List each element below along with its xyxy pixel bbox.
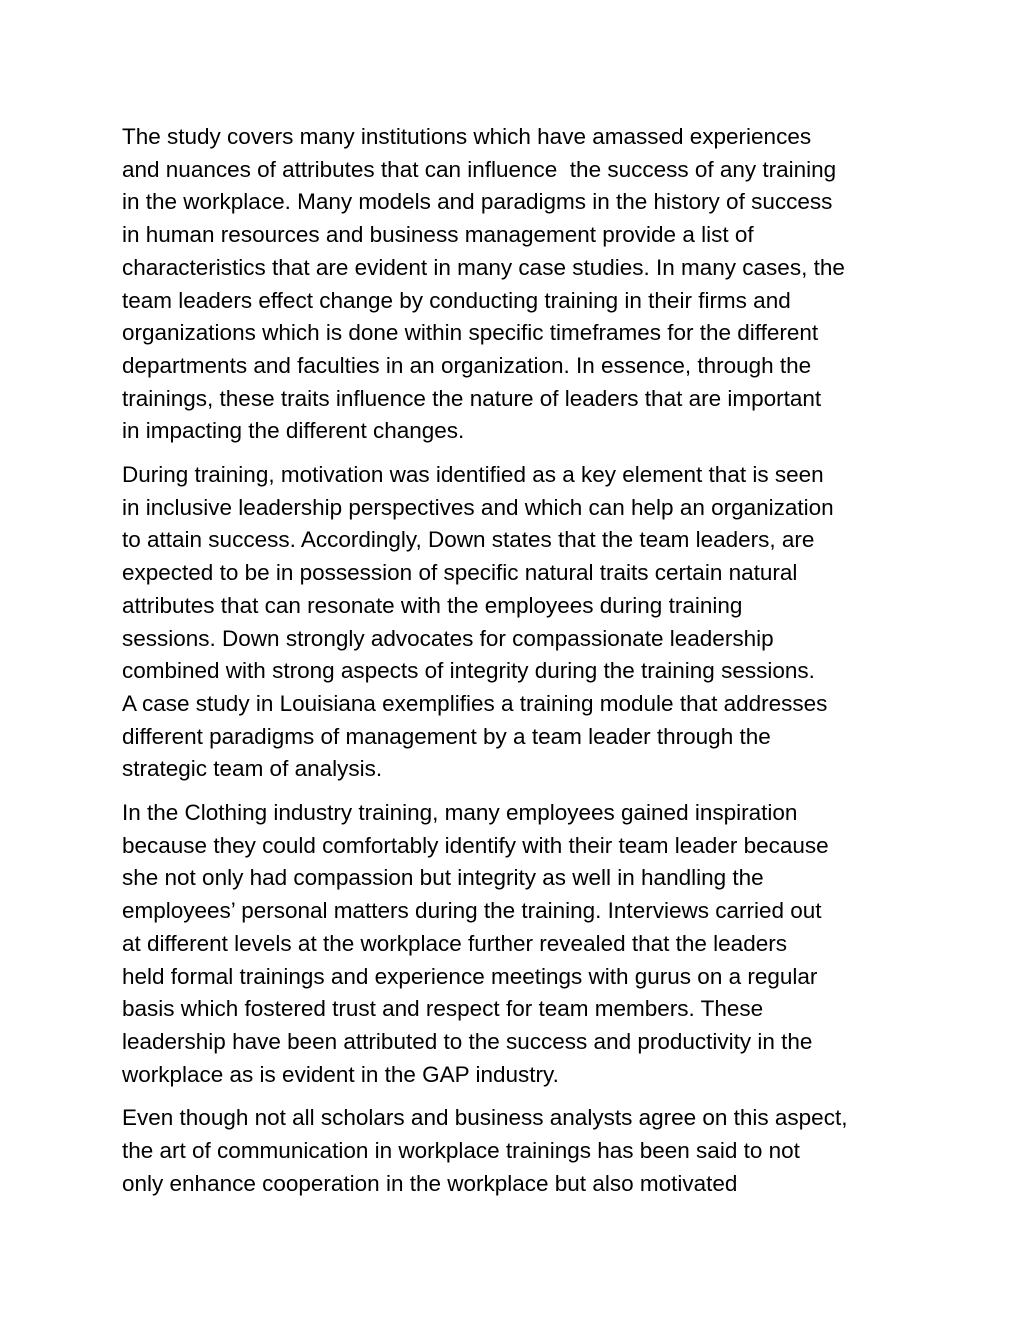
text-line: A case study in Louisiana exemplifies a training module that addresses (122, 690, 828, 716)
text-line: organizations which is done within specific timeframes for the different (122, 320, 819, 346)
paragraph-1 (122, 121, 922, 448)
text-line: workplace as is evident in the GAP industry. (122, 1061, 559, 1087)
document-body (122, 121, 922, 1212)
text-line: and nuances of attributes that can influence the success of any training (122, 156, 837, 182)
text-line: The study covers many institutions which have amassed experiences (122, 124, 812, 149)
text-line: Even though not all scholars and business analysts agree on this aspect, (122, 1105, 848, 1131)
text-line: different paradigms of management by a team leader through the (122, 723, 771, 749)
text-line: in inclusive leadership perspectives and which can help an organization (122, 494, 834, 520)
text-line: During training, motivation was identified as a key element that is seen (122, 462, 824, 488)
text-line: in the workplace. Many models and paradigms in the history of success (122, 189, 833, 215)
text-line: in human resources and business management provide a list of (122, 222, 754, 248)
text-line: to attain success. Accordingly, Down states that the team leaders, are (122, 527, 815, 553)
text-line: held formal trainings and experience meetings with gurus on a regular (122, 963, 818, 989)
text-line: attributes that can resonate with the employees during training (122, 592, 743, 618)
text-line: leadership have been attributed to the success and productivity in the (122, 1028, 813, 1054)
text-line: in impacting the different changes. (122, 418, 465, 444)
text-line: basis which fostered trust and respect for team members. These (122, 996, 764, 1022)
text-line: team leaders effect change by conducting training in their firms and (122, 287, 791, 313)
text-line: expected to be in possession of specific natural traits certain natural (122, 560, 798, 586)
text-line: characteristics that are evident in many case studies. In many cases, the (122, 254, 845, 280)
text-line: combined with strong aspects of integrity during the training sessions. (122, 658, 815, 684)
text-line: departments and faculties in an organization. In essence, through the (122, 352, 812, 378)
paragraph-3 (122, 797, 922, 1091)
text-line: sessions. Down strongly advocates for compassionate leadership (122, 625, 774, 651)
text-line: because they could comfortably identify with their team leader because (122, 832, 829, 858)
text-line: at different levels at the workplace further revealed that the leaders (122, 930, 787, 956)
paragraph-2 (122, 459, 922, 786)
text-line: In the Clothing industry training, many employees gained inspiration (122, 800, 798, 826)
text-line: strategic team of analysis. (122, 756, 383, 782)
text-line: employees’ personal matters during the training. Interviews carried out (122, 898, 822, 924)
text-line: only enhance cooperation in the workplace but also motivated (122, 1170, 738, 1196)
text-line: she not only had compassion but integrity as well in handling the (122, 865, 764, 891)
paragraph-4 (122, 1102, 922, 1200)
text-line: the art of communication in workplace trainings has been said to not (122, 1138, 800, 1164)
text-line: trainings, these traits influence the nature of leaders that are important (122, 385, 822, 411)
